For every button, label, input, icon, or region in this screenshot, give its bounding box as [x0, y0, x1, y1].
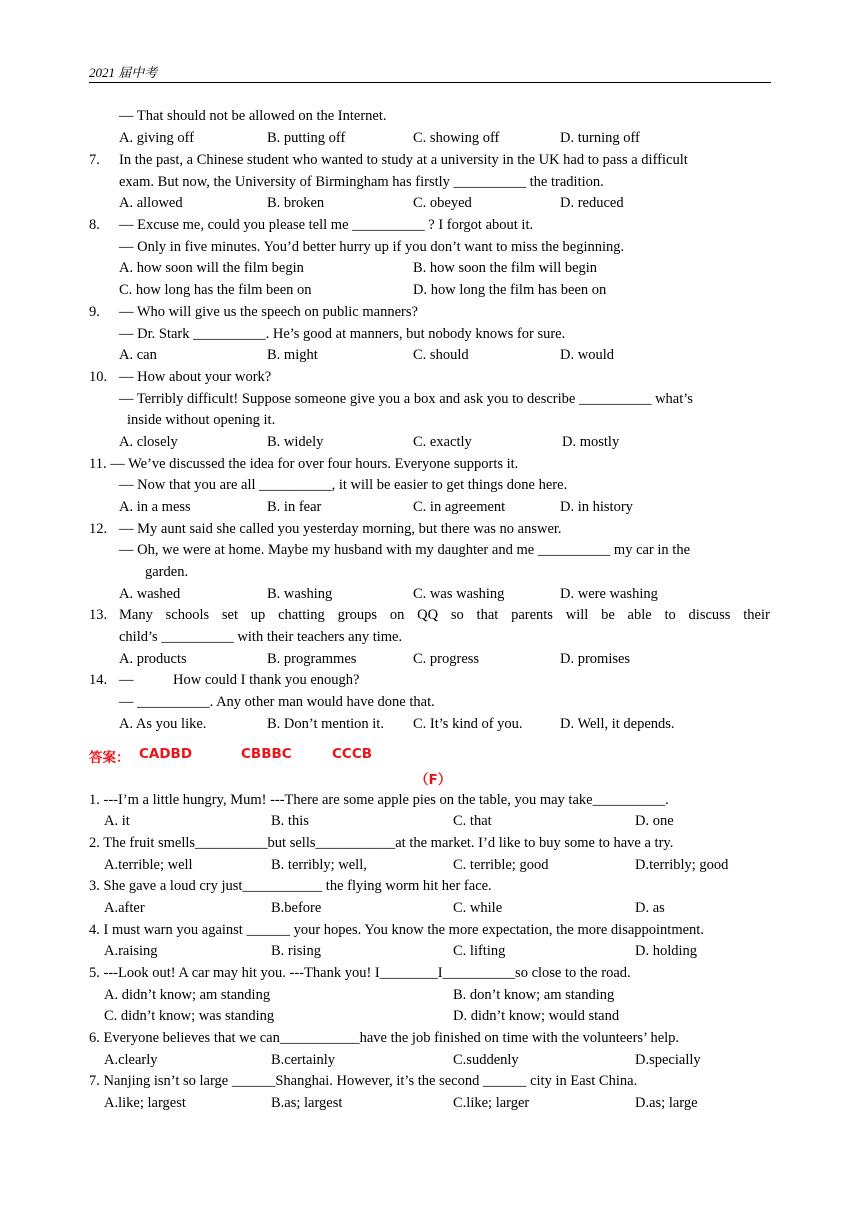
text-line: garden. — [145, 564, 189, 580]
q13-word: to — [664, 607, 676, 623]
text-line: B.as; largest — [271, 1095, 343, 1111]
q13-word: discuss — [688, 607, 731, 623]
text-line: A.like; largest — [104, 1095, 186, 1111]
text-line: B. widely — [267, 434, 324, 450]
text-line: D. one — [635, 813, 674, 829]
text-line: C. terrible; good — [453, 857, 549, 873]
text-line: A.after — [104, 900, 145, 916]
text-line: A.terrible; well — [104, 857, 193, 873]
text-line: 5. ---Look out! A car may hit you. ---Thank you! I________I__________so close to the road. — [89, 965, 631, 981]
q13-word: able — [627, 607, 652, 623]
q13-word: will — [565, 607, 589, 623]
text-line: — Terribly difficult! Suppose someone give you a box and ask you to describe __________ what’s — [119, 391, 693, 407]
text-line: D.as; large — [635, 1095, 698, 1111]
text-line: C. how long has the film been on — [119, 282, 312, 298]
text-line: exam. But now, the University of Birmingham has firstly __________ the tradition. — [119, 174, 604, 190]
text-line: D. would — [560, 347, 614, 363]
text-line: 7. — [89, 152, 100, 168]
text-line: D. promises — [560, 651, 631, 667]
text-line: — Oh, we were at home. Maybe my husband with my daughter and me __________ my car in the — [119, 542, 691, 558]
text-line: B. washing — [267, 586, 333, 602]
text-line: — My aunt said she called you yesterday morning, but there was no answer. — [119, 521, 562, 537]
text-line: D.specially — [635, 1052, 701, 1068]
text-line: 9. — [89, 304, 100, 320]
text-line: 4. I must warn you against ______ your hopes. You know the more expectation, the more disappointment. — [89, 922, 704, 938]
text-line: A.clearly — [104, 1052, 158, 1068]
text-line: inside without opening it. — [127, 412, 276, 428]
q13-word: up — [250, 607, 266, 623]
text-line: D.terribly; good — [635, 857, 729, 873]
text-line: C. exactly — [413, 434, 472, 450]
text-line: B. terribly; well, — [271, 857, 367, 873]
q13-word: that — [476, 607, 499, 623]
text-line: D. holding — [635, 943, 698, 959]
q13-word: set — [221, 607, 239, 623]
text-line: A. it — [104, 813, 130, 829]
q13-word: groups — [337, 607, 378, 623]
text-line: B. this — [271, 813, 309, 829]
answer-key-label: 答案： — [89, 750, 130, 766]
text-line: — Who will give us the speech on public manners? — [119, 304, 418, 320]
question-13-number: 13. — [89, 607, 108, 623]
text-line: D. turning off — [560, 130, 640, 146]
text-line: C. while — [453, 900, 503, 916]
text-line: C. was washing — [413, 586, 505, 602]
text-line: A.raising — [104, 943, 158, 959]
text-line: D. reduced — [560, 195, 624, 211]
text-line: C. didn’t know; was standing — [104, 1008, 275, 1024]
header-title: 2021 届中考 — [89, 65, 158, 80]
q13-word: Many — [119, 607, 153, 623]
answer-group-3: CCCB — [332, 746, 373, 762]
section-title: （F） — [415, 772, 452, 788]
text-line: C. progress — [413, 651, 480, 667]
text-line: — __________. Any other man would have done that. — [119, 694, 435, 710]
text-line: B. in fear — [267, 499, 322, 515]
text-line: A. giving off — [119, 130, 195, 146]
text-line: How could I thank you enough? — [173, 672, 360, 688]
text-line: 12. — [89, 521, 108, 537]
text-line: B. might — [267, 347, 318, 363]
text-line: D. in history — [560, 499, 633, 515]
text-line: D. didn’t know; would stand — [453, 1008, 620, 1024]
text-line: A. products — [119, 651, 187, 667]
text-line: 1. ---I’m a little hungry, Mum! ---There are some apple pies on the table, you may take__________. — [89, 792, 669, 808]
text-line: C. It’s kind of you. — [413, 716, 523, 732]
text-line: B.certainly — [271, 1052, 336, 1068]
text-line: — That should not be allowed on the Internet. — [119, 108, 387, 124]
answer-group-2: CBBBC — [241, 746, 292, 762]
q13-word: so — [450, 607, 464, 623]
q13-word: parents — [511, 607, 553, 623]
text-line: In the past, a Chinese student who wanted to study at a university in the UK had to pass a difficult — [119, 152, 688, 168]
text-line: C. obeyed — [413, 195, 472, 211]
q13-word: be — [601, 607, 615, 623]
text-line: 10. — [89, 369, 108, 385]
text-line: — — [119, 672, 134, 688]
text-line: 6. Everyone believes that we can___________have the job finished on time with the volunteers’ help. — [89, 1030, 680, 1046]
text-line: 11. — We’ve discussed the idea for over four hours. Everyone supports it. — [89, 456, 519, 472]
text-line: — Dr. Stark __________. He’s good at manners, but nobody knows for sure. — [119, 326, 566, 342]
text-line: C. that — [453, 813, 492, 829]
text-line: A. allowed — [119, 195, 183, 211]
text-line: B.before — [271, 900, 322, 916]
text-line: B. broken — [267, 195, 325, 211]
text-line: — Excuse me, could you please tell me __________ ? I forgot about it. — [119, 217, 534, 233]
text-line: B. programmes — [267, 651, 357, 667]
page-header — [89, 62, 771, 83]
text-line: D. mostly — [562, 434, 620, 450]
text-line: C.suddenly — [453, 1052, 519, 1068]
text-line: child’s __________ with their teachers any time. — [119, 629, 403, 645]
text-line: 14. — [89, 672, 108, 688]
text-line: 8. — [89, 217, 100, 233]
text-line: D. Well, it depends. — [560, 716, 675, 732]
text-line: A. As you like. — [119, 716, 207, 732]
text-line: D. as — [635, 900, 665, 916]
text-line: B. putting off — [267, 130, 346, 146]
text-line: C. showing off — [413, 130, 500, 146]
text-line: B. don’t know; am standing — [453, 987, 615, 1003]
text-line: 3. She gave a loud cry just___________ the flying worm hit her face. — [89, 878, 492, 894]
q13-word: their — [743, 607, 770, 623]
q13-word: QQ — [417, 607, 439, 623]
text-line: — Now that you are all __________, it will be easier to get things done here. — [119, 477, 568, 493]
text-line: D. were washing — [560, 586, 658, 602]
text-line: — How about your work? — [119, 369, 272, 385]
text-line: C. should — [413, 347, 469, 363]
text-line: 7. Nanjing isn’t so large ______Shanghai. However, it’s the second ______ city in East China. — [89, 1073, 638, 1089]
q13-word: schools — [165, 607, 210, 623]
text-line: 2. The fruit smells__________but sells___________at the market. I’d like to buy some to have a try. — [89, 835, 674, 851]
text-line: A. washed — [119, 586, 181, 602]
text-line: C.like; larger — [453, 1095, 530, 1111]
text-line: — Only in five minutes. You’d better hurry up if you don’t want to miss the beginning. — [119, 239, 625, 255]
q13-word: chatting — [278, 607, 325, 623]
text-line: A. in a mess — [119, 499, 191, 515]
text-line: D. how long the film has been on — [413, 282, 607, 298]
answer-group-1: CADBD — [139, 746, 193, 762]
question-13-first-line — [119, 605, 770, 625]
text-line: B. rising — [271, 943, 321, 959]
text-line: A. can — [119, 347, 157, 363]
text-line: B. how soon the film will begin — [413, 260, 598, 276]
text-line: C. lifting — [453, 943, 506, 959]
text-line: A. closely — [119, 434, 178, 450]
text-line: A. didn’t know; am standing — [104, 987, 271, 1003]
q13-word: on — [389, 607, 405, 623]
text-line: A. how soon will the film begin — [119, 260, 304, 276]
text-line: C. in agreement — [413, 499, 506, 515]
text-line: B. Don’t mention it. — [267, 716, 384, 732]
